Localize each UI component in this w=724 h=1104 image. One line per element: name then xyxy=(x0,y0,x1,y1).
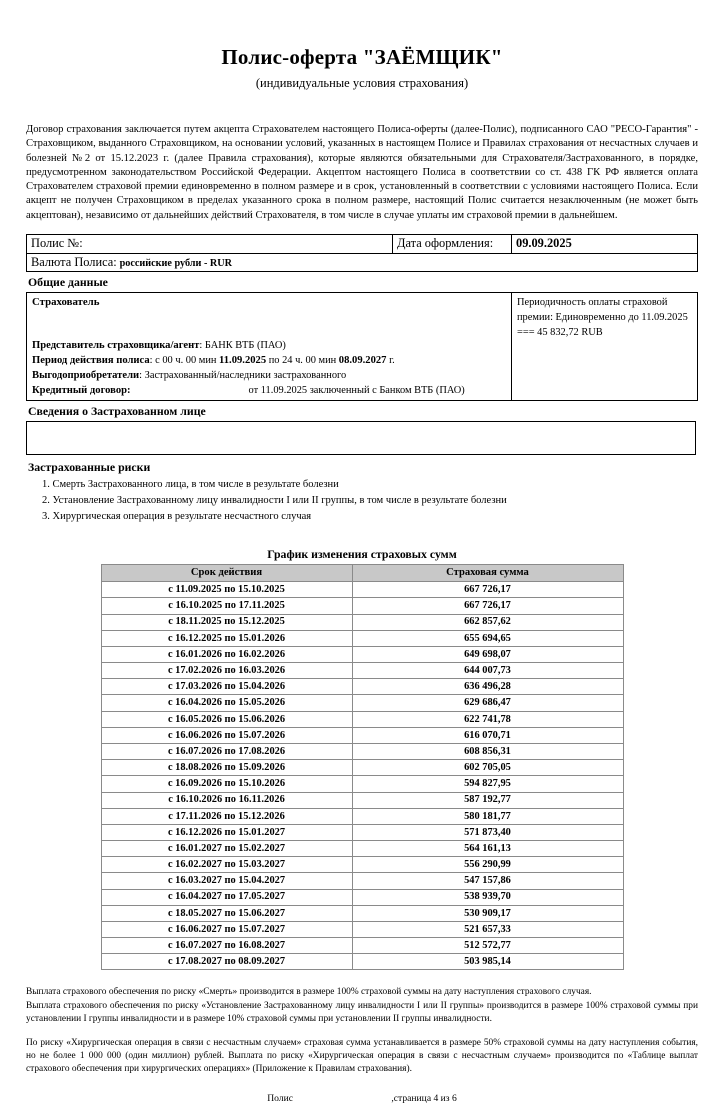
title-block xyxy=(26,0,698,91)
note-surgery-risk: По риску «Хирургическая операция в связи с несчастным случаем» страховая сумма устанавливается в размере 50% страховой суммы на дату наступления события, но не более 1 000 000 (один миллион) рублей. Выплата по риску «Хирургическая операция в связи с несчастным случаем» производится по «Таблице выплат страхового обеспечения при хирургических операциях» (Приложение к Правилам страхования). xyxy=(26,1037,698,1075)
table-row xyxy=(101,792,623,808)
schedule-sum-cell: 649 698,07 xyxy=(352,646,623,662)
schedule-period-cell: с 17.03.2026 по 15.04.2026 xyxy=(101,679,352,695)
issue-date-value: 09.09.2025 xyxy=(516,235,572,250)
schedule-sum-cell: 662 857,62 xyxy=(352,614,623,630)
schedule-period-cell: с 16.04.2027 по 17.05.2027 xyxy=(101,889,352,905)
risks-heading: Застрахованные риски xyxy=(28,460,151,475)
schedule-sum-cell: 530 909,17 xyxy=(352,905,623,921)
credit-contract-value: от 11.09.2025 заключенный с Банком ВТБ (ПАО) xyxy=(248,384,465,396)
period-row xyxy=(32,353,506,368)
premium-text: Периодичность оплаты страховой премии: Единовременно до 11.09.2025 === 45 832,72 RUB xyxy=(517,297,688,338)
policyholder-label: Страхователь xyxy=(32,296,100,309)
schedule-period-cell: с 18.05.2027 по 15.06.2027 xyxy=(101,905,352,921)
page-footer xyxy=(26,1093,698,1104)
schedule-period-cell: с 16.06.2027 по 15.07.2027 xyxy=(101,921,352,937)
schedule-sum-cell: 547 157,86 xyxy=(352,873,623,889)
schedule-period-cell: с 16.01.2027 по 15.02.2027 xyxy=(101,841,352,857)
table-row xyxy=(101,776,623,792)
schedule-sum-cell: 594 827,95 xyxy=(352,776,623,792)
period-end: 08.09.2027 xyxy=(338,354,387,366)
schedule-sum-cell: 608 856,31 xyxy=(352,743,623,759)
schedule-section xyxy=(26,547,698,971)
schedule-sum-cell: 636 496,28 xyxy=(352,679,623,695)
note-death-risk: Выплата страхового обеспечения по риску «Смерть» производится в размере 100% страховой суммы на дату наступления страхового случая. xyxy=(26,987,592,998)
footer-page-number: ,страница 4 из 6 xyxy=(391,1093,457,1104)
agent-label: Представитель страховщика/агент xyxy=(32,340,200,352)
schedule-sum-cell: 644 007,73 xyxy=(352,663,623,679)
policy-number-label: Полис №: xyxy=(31,235,83,250)
schedule-period-cell: с 17.08.2027 по 08.09.2027 xyxy=(101,954,352,970)
period-prefix: : с 00 ч. 00 мин xyxy=(149,354,220,366)
table-row xyxy=(101,954,623,970)
period-middle: по 24 ч. 00 мин xyxy=(266,354,339,366)
schedule-sum-cell: 667 726,17 xyxy=(352,582,623,598)
table-row xyxy=(101,857,623,873)
schedule-sum-cell: 629 686,47 xyxy=(352,695,623,711)
schedule-sum-cell: 616 070,71 xyxy=(352,727,623,743)
table-row xyxy=(27,234,698,253)
table-row xyxy=(27,253,698,272)
policyholder-spacer xyxy=(32,308,506,338)
schedule-sum-cell: 571 873,40 xyxy=(352,824,623,840)
schedule-sum-cell: 538 939,70 xyxy=(352,889,623,905)
table-row xyxy=(101,743,623,759)
schedule-sum-cell: 667 726,17 xyxy=(352,598,623,614)
beneficiary-label: Выгодоприобретатели xyxy=(32,369,140,381)
general-data-table xyxy=(26,292,698,401)
table-header-row xyxy=(101,564,623,581)
agent-value: : БАНК ВТБ (ПАО) xyxy=(199,340,286,352)
table-row xyxy=(101,841,623,857)
table-row xyxy=(101,905,623,921)
schedule-sum-cell: 622 741,78 xyxy=(352,711,623,727)
schedule-period-cell: с 17.11.2026 по 15.12.2026 xyxy=(101,808,352,824)
insured-person-heading: Сведения о Застрахованном лице xyxy=(28,404,206,419)
schedule-table xyxy=(101,564,624,971)
issue-date-label: Дата оформления: xyxy=(397,235,494,250)
schedule-sum-cell: 655 694,65 xyxy=(352,630,623,646)
schedule-period-cell: с 16.09.2026 по 15.10.2026 xyxy=(101,776,352,792)
beneficiary-row xyxy=(32,368,506,383)
table-row xyxy=(101,808,623,824)
risk-item: 1. Смерть Застрахованного лица, в том числе в результате болезни xyxy=(42,479,339,491)
schedule-period-cell: с 11.09.2025 по 15.10.2025 xyxy=(101,582,352,598)
schedule-period-cell: с 16.12.2025 по 15.01.2026 xyxy=(101,630,352,646)
table-row xyxy=(101,873,623,889)
intro-paragraph: Договор страхования заключается путем акцепта Страхователем настоящего Полиса-оферты (далее-Полис), подписанного САО "РЕСО-Гарантия" - Страховщиком, выданного Страховщиком, на основании условий, указанных в настоящем Полисе и Правилах страхования от несчастных случаев и болезней №2 от 15.12.2023 г. (далее Правила страхования), которые являются обязательными для Страхователя/Застрахованного, в порядке, предусмотренном законодательством Российской Федерации. Акцептом настоящего Полиса в соответствии со ст. 438 ГК РФ является оплата Страхователем страховой премии единовременно в полном размере и в срок, установленный в соответствии с условиями настоящего Полиса. Если акцепт не получен Страховщиком в пределах указанного срока в полном размере, настоящий Полис считается незаключенным (не может быть акцептован), независимо от дальнейших действий Страхователя, в том числе в случае уплаты им страховой премии в дальнейшем. xyxy=(26,124,698,221)
table-row xyxy=(101,663,623,679)
schedule-period-cell: с 16.07.2026 по 17.08.2026 xyxy=(101,743,352,759)
schedule-table-body xyxy=(101,582,623,970)
schedule-period-cell: с 16.12.2026 по 15.01.2027 xyxy=(101,824,352,840)
table-row xyxy=(101,630,623,646)
general-data-left-cell xyxy=(27,293,512,401)
policy-number-cell xyxy=(27,234,393,253)
schedule-sum-cell: 556 290,99 xyxy=(352,857,623,873)
table-row xyxy=(101,598,623,614)
risk-item: 3. Хирургическая операция в результате несчастного случая xyxy=(42,510,312,522)
issue-date-value-cell xyxy=(512,234,698,253)
notes-section xyxy=(26,986,698,1076)
schedule-sum-cell: 503 985,14 xyxy=(352,954,623,970)
schedule-sum-cell: 587 192,77 xyxy=(352,792,623,808)
schedule-period-cell: с 16.07.2027 по 16.08.2027 xyxy=(101,938,352,954)
beneficiary-value: : Застрахованный/наследники застрахованного xyxy=(139,369,347,381)
period-suffix: г. xyxy=(386,354,395,366)
table-row xyxy=(101,582,623,598)
schedule-period-cell: с 16.03.2027 по 15.04.2027 xyxy=(101,873,352,889)
schedule-period-cell: с 16.10.2025 по 17.11.2025 xyxy=(101,598,352,614)
agent-row xyxy=(32,338,506,353)
schedule-period-cell: с 16.01.2026 по 16.02.2026 xyxy=(101,646,352,662)
note-spacer xyxy=(26,1026,698,1037)
schedule-sum-cell: 602 705,05 xyxy=(352,760,623,776)
page-content xyxy=(26,0,698,1104)
table-row xyxy=(101,679,623,695)
footer-left-label: Полис xyxy=(267,1093,293,1104)
table-row xyxy=(101,614,623,630)
schedule-period-cell: с 16.10.2026 по 16.11.2026 xyxy=(101,792,352,808)
risk-item: 2. Установление Застрахованному лицу инвалидности I или II группы, в том числе в результате болезни xyxy=(42,494,507,506)
currency-cell xyxy=(27,253,698,272)
currency-label: Валюта Полиса: xyxy=(31,254,117,269)
column-header-period: Срок действия xyxy=(101,564,352,581)
insured-person-box[interactable] xyxy=(26,421,696,455)
table-row xyxy=(101,824,623,840)
general-data-heading: Общие данные xyxy=(28,275,108,290)
schedule-period-cell: с 16.02.2027 по 15.03.2027 xyxy=(101,857,352,873)
column-header-sum: Страховая сумма xyxy=(352,564,623,581)
note-disability-risk: Выплата страхового обеспечения по риску «Установление Застрахованному лицу инвалидности I или II группы» производится в размере 100% страховой суммы при установлении I группы инвалидности и в размере 10% страховой суммы при установлении II группы инвалидности. xyxy=(26,1000,698,1024)
issue-date-label-cell xyxy=(393,234,512,253)
table-row xyxy=(101,760,623,776)
period-start: 11.09.2025 xyxy=(219,354,267,366)
table-row xyxy=(101,938,623,954)
table-row xyxy=(101,889,623,905)
policy-header-table xyxy=(26,234,698,273)
schedule-period-cell: с 16.05.2026 по 15.06.2026 xyxy=(101,711,352,727)
credit-contract-row xyxy=(32,383,506,398)
schedule-period-cell: с 16.04.2026 по 15.05.2026 xyxy=(101,695,352,711)
table-row xyxy=(101,711,623,727)
page-subtitle: (индивидуальные условия страхования) xyxy=(255,76,469,91)
table-row xyxy=(101,921,623,937)
table-row xyxy=(27,293,698,401)
table-row xyxy=(101,727,623,743)
table-row xyxy=(101,695,623,711)
schedule-sum-cell: 512 572,77 xyxy=(352,938,623,954)
period-label: Период действия полиса xyxy=(32,354,150,366)
schedule-title: График изменения страховых сумм xyxy=(267,546,457,561)
schedule-sum-cell: 521 657,33 xyxy=(352,921,623,937)
schedule-period-cell: с 18.11.2025 по 15.12.2025 xyxy=(101,614,352,630)
schedule-period-cell: с 16.06.2026 по 15.07.2026 xyxy=(101,727,352,743)
schedule-period-cell: с 18.08.2026 по 15.09.2026 xyxy=(101,760,352,776)
schedule-sum-cell: 580 181,77 xyxy=(352,808,623,824)
page-title: Полис-оферта "ЗАЁМЩИК" xyxy=(221,45,503,69)
credit-contract-label: Кредитный договор: xyxy=(32,384,131,396)
schedule-period-cell: с 17.02.2026 по 16.03.2026 xyxy=(101,663,352,679)
currency-value: российские рубли - RUR xyxy=(119,257,232,269)
table-row xyxy=(101,646,623,662)
premium-cell xyxy=(512,293,698,401)
schedule-sum-cell: 564 161,13 xyxy=(352,841,623,857)
